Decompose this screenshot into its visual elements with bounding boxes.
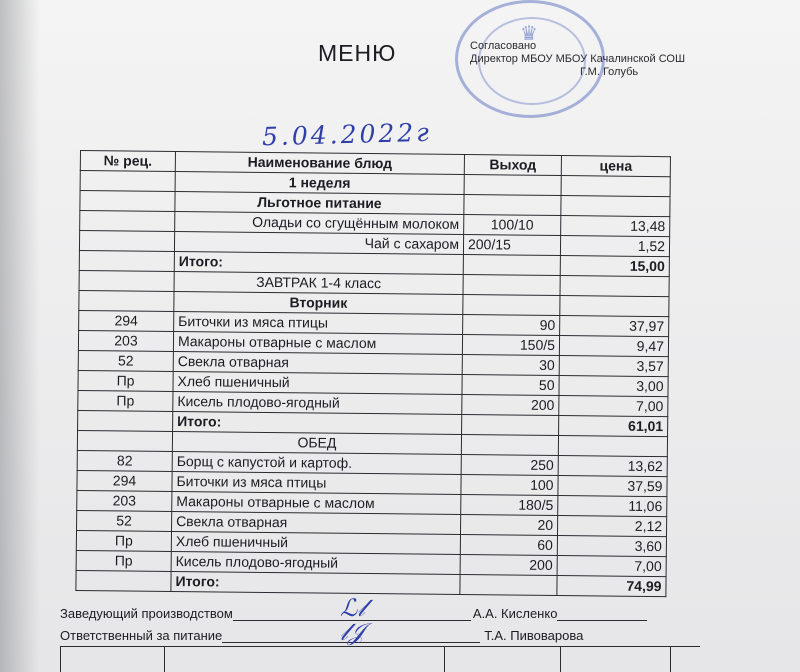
dish-output: 150/5 (462, 335, 559, 356)
dish-price: 11,06 (558, 496, 667, 517)
header-recipe-number: № рец. (80, 151, 175, 172)
dish-output: 100 (461, 475, 558, 496)
nutrition-signature-line (60, 628, 583, 643)
dish-output: 180/5 (461, 495, 558, 516)
dish-price: 37,97 (560, 316, 669, 337)
nutrition-signature: 𝓁𝒥 (340, 618, 365, 646)
handwritten-date: 5.04.2022г (261, 117, 433, 152)
dish-price: 13,62 (558, 456, 667, 477)
output-cell (460, 575, 557, 596)
section-title: 1 неделя (175, 171, 464, 194)
header-price: цена (561, 156, 670, 177)
dish-price: 3,57 (559, 356, 668, 377)
menu-table (75, 150, 671, 597)
price-cell (558, 436, 667, 457)
output-cell (464, 175, 561, 196)
dish-price: 13,48 (561, 216, 670, 237)
total-price: 74,99 (557, 576, 666, 597)
dish-output: 50 (462, 375, 559, 396)
dish-name: Свекла отварная (172, 511, 461, 534)
price-cell (561, 176, 670, 197)
production-name: А.А. Кисленко (472, 606, 558, 621)
total-label: Итого: (171, 571, 460, 594)
dish-price: 3,60 (557, 536, 666, 557)
total-price: 15,00 (560, 256, 669, 277)
dish-output: 250 (461, 455, 558, 476)
nutrition-name: Т.А. Пивоварова (484, 628, 584, 643)
nutrition-label: Ответственный за питание (60, 628, 223, 643)
price-cell (560, 296, 669, 317)
dish-name: Кисель плодово-ягодный (171, 551, 460, 574)
recipe-number: 52 (78, 350, 173, 371)
recipe-number: Пр (78, 370, 173, 391)
total-price: 61,01 (559, 416, 668, 437)
dish-output: 90 (463, 315, 560, 336)
dish-name: Макароны отварные с маслом (172, 491, 461, 514)
blank-table-fragment (60, 646, 700, 672)
dish-name: Кисель плодово-ягодный (173, 391, 462, 414)
dish-output: 100/10 (464, 215, 561, 236)
recipe-number-cell (79, 270, 174, 291)
header-dish-name: Наименование блюд (175, 152, 464, 175)
dish-name: Макароны отварные с маслом (173, 331, 462, 354)
dish-name: Оладьи со сгущённым молоком (175, 211, 464, 234)
recipe-number: Пр (78, 390, 173, 411)
recipe-number: 203 (78, 330, 173, 351)
section-title: Вторник (174, 291, 463, 314)
recipe-number-cell (80, 191, 175, 212)
stamp-emblem-icon: ♛ (520, 23, 538, 45)
price-cell (560, 276, 669, 297)
header-output: Выход (464, 155, 561, 176)
recipe-number-cell (76, 570, 171, 591)
dish-name: Хлеб пшеничный (173, 371, 462, 394)
recipe-number: 52 (77, 510, 172, 531)
output-cell (463, 295, 560, 316)
recipe-number: Пр (76, 550, 171, 571)
total-label: Итого: (174, 251, 463, 274)
dish-price: 7,00 (557, 556, 666, 577)
dish-name: Биточки из мяса птицы (174, 311, 463, 334)
dish-name: Биточки из мяса птицы (172, 471, 461, 494)
section-title: ОБЕД (172, 431, 461, 454)
recipe-number-cell (80, 171, 175, 192)
recipe-number: 82 (77, 450, 172, 471)
dish-price: 7,00 (559, 396, 668, 417)
page-title: МЕНЮ (318, 40, 397, 66)
recipe-number-cell (79, 290, 174, 311)
output-cell (463, 275, 560, 296)
recipe-number: 203 (77, 490, 172, 511)
recipe-number (79, 231, 174, 252)
dish-price: 3,00 (559, 376, 668, 397)
production-label: Заведующий производством (60, 606, 233, 621)
output-cell (462, 415, 559, 436)
recipe-number (80, 211, 175, 232)
recipe-number-cell (79, 250, 174, 271)
approval-line-2: Директор МБОУ МБОУ Качалинской СОШ (470, 53, 686, 65)
dish-name: Хлеб пшеничный (171, 531, 460, 554)
dish-name: Свекла отварная (173, 351, 462, 374)
price-cell (561, 196, 670, 217)
recipe-number-cell (78, 410, 173, 431)
section-title: ЗАВТРАК 1-4 класс (174, 271, 463, 294)
recipe-number: 294 (77, 470, 172, 491)
dish-price: 9,47 (559, 336, 668, 357)
dish-output: 200/15 (463, 235, 560, 256)
approval-line-1: Согласовано (470, 40, 537, 52)
dish-output: 200 (462, 395, 559, 416)
recipe-number: Пр (76, 530, 171, 551)
approval-line-3: Г.М. Голубь (580, 66, 639, 78)
dish-price: 37,59 (558, 476, 667, 497)
page-shadow (0, 0, 40, 672)
production-signature: ℒ𝓁 (340, 594, 366, 622)
dish-name: Чай с сахаром (174, 231, 463, 254)
dish-name: Борщ с капустой и картоф. (172, 451, 461, 474)
output-cell (463, 255, 560, 276)
recipe-number: 294 (79, 310, 174, 331)
output-cell (461, 435, 558, 456)
dish-output: 200 (460, 555, 557, 576)
output-cell (464, 195, 561, 216)
recipe-number-cell (77, 430, 172, 451)
dish-price: 1,52 (560, 236, 669, 257)
approval-block (470, 40, 685, 79)
section-title: Льготное питание (175, 191, 464, 214)
dish-output: 30 (462, 355, 559, 376)
dish-output: 60 (460, 535, 557, 556)
total-label: Итого: (173, 411, 462, 434)
dish-price: 2,12 (557, 516, 666, 537)
dish-output: 20 (460, 515, 557, 536)
